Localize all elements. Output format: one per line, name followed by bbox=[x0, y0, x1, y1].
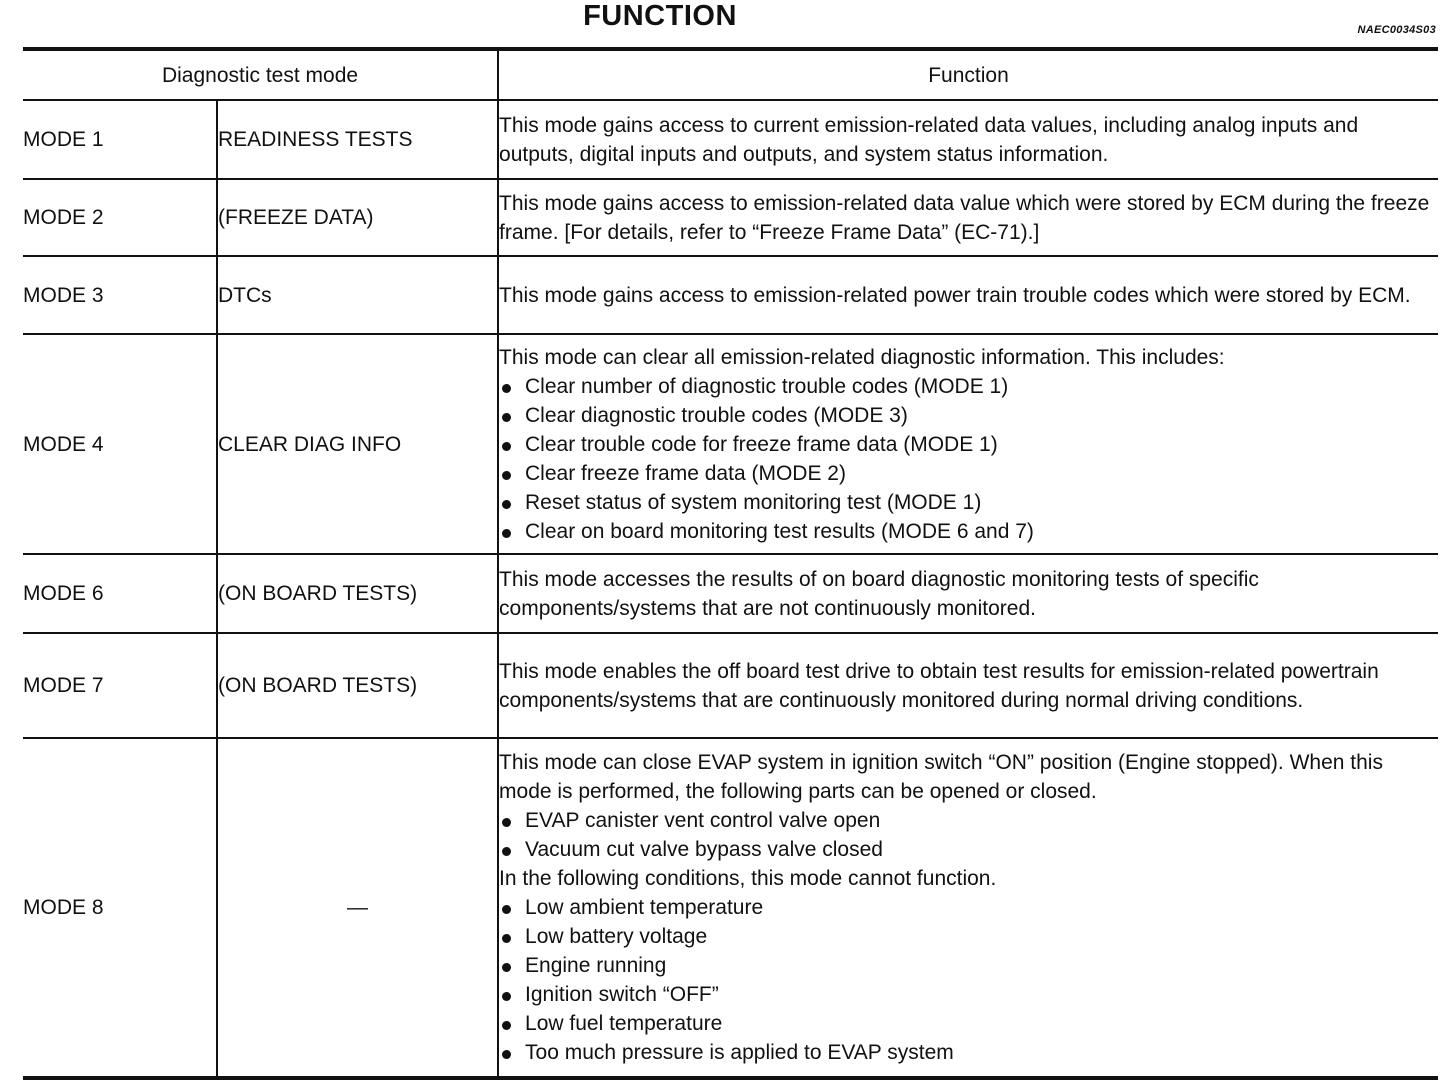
table-row bbox=[23, 633, 1438, 738]
list-item: Low fuel temperature bbox=[499, 1009, 1438, 1038]
function-cell bbox=[498, 633, 1438, 738]
list-item: Too much pressure is applied to EVAP system bbox=[499, 1038, 1438, 1067]
list-item: Clear trouble code for freeze frame data (MODE 1) bbox=[499, 430, 1438, 459]
list-item: Clear number of diagnostic trouble codes (MODE 1) bbox=[499, 372, 1438, 401]
function-cell bbox=[498, 256, 1438, 334]
function-text: This mode enables the off board test drive to obtain test results for emission-related powertrain components/systems that are continuously monitored during normal driving conditions. bbox=[499, 659, 1379, 712]
header-diagnostic-test-mode: Diagnostic test mode bbox=[23, 49, 498, 100]
function-text: In the following conditions, this mode cannot function. bbox=[499, 867, 997, 890]
bullet-list bbox=[499, 893, 1438, 1067]
table-header-row bbox=[23, 49, 1438, 100]
mode-name-cell: DTCs bbox=[217, 256, 498, 334]
table-row bbox=[23, 100, 1438, 179]
list-item: EVAP canister vent control valve open bbox=[499, 806, 1438, 835]
function-text: This mode can clear all emission-related diagnostic information. This includes: bbox=[499, 345, 1225, 369]
mode-name-cell: (ON BOARD TESTS) bbox=[217, 554, 498, 633]
list-item: Engine running bbox=[499, 951, 1438, 980]
mode-name-cell: — bbox=[217, 738, 498, 1078]
function-text: This mode gains access to current emission-related data values, including analog inputs and outputs, digital inputs and outputs, and system status information. bbox=[499, 113, 1359, 166]
function-cell bbox=[498, 334, 1438, 554]
function-text: This mode can close EVAP system in ignition switch “ON” position (Engine stopped). When this mode is performed, the following parts can be opened or closed. bbox=[499, 751, 1383, 803]
table-row bbox=[23, 256, 1438, 334]
mode-name-cell: READINESS TESTS bbox=[217, 100, 498, 179]
header-function: Function bbox=[498, 49, 1438, 100]
table-row bbox=[23, 738, 1438, 1078]
list-item: Vacuum cut valve bypass valve closed bbox=[499, 835, 1438, 864]
function-text: This mode accesses the results of on board diagnostic monitoring tests of specific components/systems that are not continuously monitored. bbox=[499, 567, 1259, 620]
table-row bbox=[23, 179, 1438, 256]
list-item: Clear diagnostic trouble codes (MODE 3) bbox=[499, 401, 1438, 430]
bullet-list bbox=[499, 806, 1438, 864]
function-text: This mode gains access to emission-related data value which were stored by ECM during the freeze frame. [For details, refer to “Freeze Frame Data” (EC-71).] bbox=[499, 191, 1430, 244]
mode-cell: MODE 4 bbox=[23, 334, 217, 554]
function-cell bbox=[498, 554, 1438, 633]
mode-cell: MODE 8 bbox=[23, 738, 217, 1078]
mode-cell: MODE 7 bbox=[23, 633, 217, 738]
mode-cell: MODE 2 bbox=[23, 179, 217, 256]
mode-name-cell: CLEAR DIAG INFO bbox=[217, 334, 498, 554]
page-title: FUNCTION bbox=[583, 0, 737, 32]
document-code: NAEC0034S03 bbox=[1357, 24, 1436, 36]
bullet-list bbox=[499, 372, 1438, 546]
mode-cell: MODE 1 bbox=[23, 100, 217, 179]
function-cell bbox=[498, 100, 1438, 179]
list-item: Clear freeze frame data (MODE 2) bbox=[499, 459, 1438, 488]
function-text: This mode gains access to emission-related power train trouble codes which were stored by ECM. bbox=[499, 283, 1411, 307]
function-cell bbox=[498, 738, 1438, 1078]
mode-cell: MODE 3 bbox=[23, 256, 217, 334]
mode-name-cell: (ON BOARD TESTS) bbox=[217, 633, 498, 738]
list-item: Clear on board monitoring test results (MODE 6 and 7) bbox=[499, 517, 1438, 546]
list-item: Reset status of system monitoring test (MODE 1) bbox=[499, 488, 1438, 517]
list-item: Low battery voltage bbox=[499, 922, 1438, 951]
list-item: Ignition switch “OFF” bbox=[499, 980, 1438, 1009]
mode-cell: MODE 6 bbox=[23, 554, 217, 633]
function-cell bbox=[498, 179, 1438, 256]
table-row bbox=[23, 554, 1438, 633]
mode-name-cell: (FREEZE DATA) bbox=[217, 179, 498, 256]
function-table bbox=[23, 47, 1438, 1080]
list-item: Low ambient temperature bbox=[499, 893, 1438, 922]
table-row bbox=[23, 334, 1438, 554]
